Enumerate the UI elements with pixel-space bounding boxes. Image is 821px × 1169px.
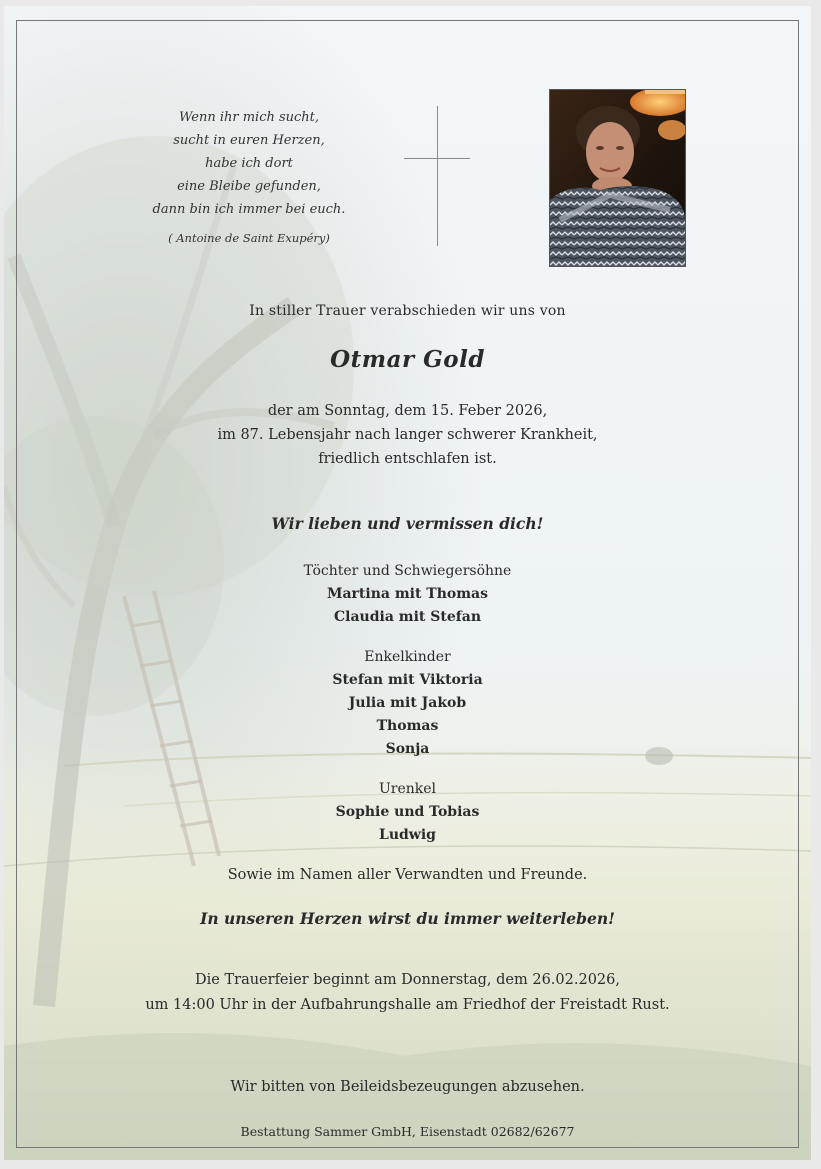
relatives-line: Sowie im Namen aller Verwandten und Freunde. — [227, 867, 588, 883]
family-member: Julia mit Jakob — [348, 695, 467, 711]
family-member: Martina mit Thomas — [326, 586, 489, 602]
ceremony-line: um 14:00 Uhr in der Aufbahrungshalle am Friedhof der Freistadt Rust. — [145, 997, 670, 1013]
quote-line: dann bin ich immer bei euch. — [152, 202, 346, 217]
ceremony-line: Die Trauerfeier beginnt am Donnerstag, dem 26.02.2026, — [195, 972, 620, 988]
family-member: Stefan mit Viktoria — [332, 672, 483, 688]
death-line: friedlich entschlafen ist. — [318, 451, 497, 467]
intro-text: In stiller Trauer verabschieden wir uns von — [249, 303, 566, 319]
quote-text — [114, 106, 384, 221]
family-member: Thomas — [376, 718, 439, 734]
motto-line: In unseren Herzen wirst du immer weiterleben! — [200, 909, 615, 928]
family-member: Sonja — [385, 741, 430, 757]
quote-line: Wenn ihr mich sucht, — [178, 110, 320, 125]
deceased-name: Otmar Gold — [330, 346, 485, 373]
quote-line: eine Bleibe gefunden, — [177, 179, 321, 194]
obituary-page — [4, 6, 811, 1160]
quote-line: sucht in euren Herzen, — [173, 133, 325, 148]
condolence-note: Wir bitten von Beileidsbezeugungen abzusehen. — [230, 1079, 585, 1095]
death-line: im 87. Lebensjahr nach langer schwerer Krankheit, — [217, 427, 598, 443]
funeral-home: Bestattung Sammer GmbH, Eisenstadt 02682/62677 — [240, 1124, 575, 1139]
relation-heading: Töchter und Schwiegersöhne — [303, 563, 512, 579]
death-line: der am Sonntag, dem 15. Feber 2026, — [267, 403, 548, 419]
motto-line: Wir lieben und vermissen dich! — [271, 514, 544, 533]
quote-line: habe ich dort — [205, 156, 293, 171]
family-member: Sophie und Tobias — [335, 804, 480, 820]
quote-author: ( Antoine de Saint Exupéry) — [168, 231, 330, 245]
relation-heading: Enkelkinder — [364, 649, 451, 665]
family-member: Claudia mit Stefan — [334, 609, 481, 625]
relation-heading: Urenkel — [378, 781, 437, 797]
portrait-photo — [549, 89, 686, 267]
family-member: Ludwig — [379, 827, 436, 843]
